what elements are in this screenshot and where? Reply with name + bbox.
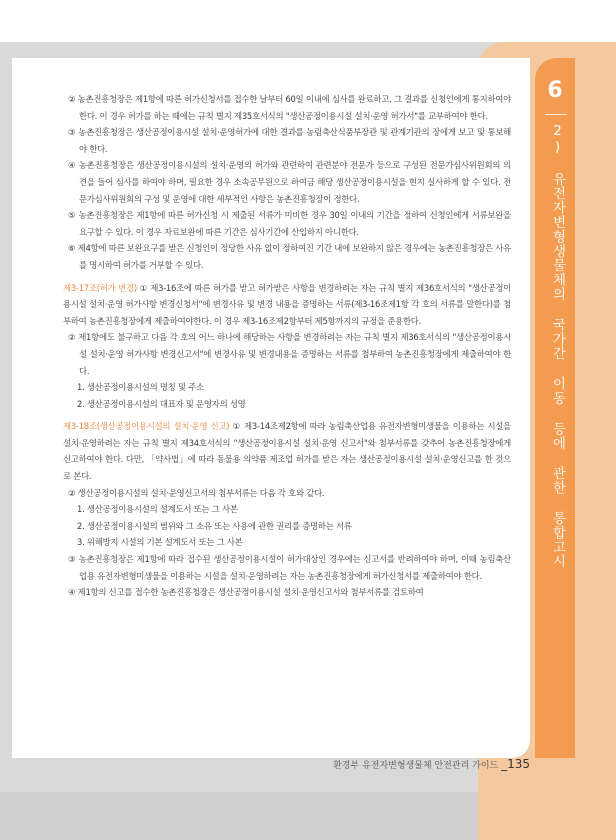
clause-item: ⑤ 농촌진흥청장은 제1항에 따른 허가신청 시 제출된 서류가 미비한 경우 30일 이내의 기간을 정하여 신청인에게 서류보완을 요구할 수 있다. 이 경우 자료보완에 따른 기간은 심사기간에 산입하지 아니한다.: [68, 210, 511, 237]
sub-item: 2. 생산공정이용시설의 대표자 및 운영자의 성명: [77, 398, 246, 409]
footer-guide-title: 유전자변형생물체 안전관리 가이드: [362, 761, 499, 771]
sub-item: 3. 위해방지 시설의 기본 설계도서 또는 그 사본: [77, 537, 243, 548]
page-number: 135: [507, 757, 530, 771]
clause-item: ⑥ 제4항에 따른 보완요구를 받은 신청인이 정당한 사유 없이 정하여진 기간 내에 보완하지 않은 경우에는 농촌진흥청장은 사유를 명시하여 허가를 거부할 수 있다.: [68, 243, 511, 270]
article-heading: 제3-18조(생산공정이용시설의 설치·운영 신고): [63, 421, 230, 432]
clause-item: ② 생산공정이용시설의 설치·운영신고서의 첨부서류는 다음 각 호와 같다.: [68, 487, 325, 498]
sub-item: 1. 생산공정이용시설의 설계도서 또는 그 사본: [77, 504, 238, 515]
sub-item: 1. 생산공정이용시설의 명칭 및 주소: [77, 382, 204, 393]
article-heading: 제3-17조(허가 변경): [63, 282, 137, 293]
sub-item: 2. 생산공정이용시설의 범위와 그 소유 또는 사용에 관한 권리를 증명하는 서류: [77, 520, 352, 531]
document-body: [63, 91, 511, 601]
article-text: ① 제3-16조에 따른 허가를 받고 허가받은 사항을 변경하려는 자는 규칙 별지 제36호서식의 "생산공정이용시설 설치·운영 허가사항 변경신청서"에 변경사유 및 변경 내용을 증명하는 서류(제3-16조제1항 각 호의 서류를 말한다)를 첨부하여 농촌진흥청장에게 제출하여야한다. 이 경우 제3-16조제2항부터 제5항까지의 규정을 준용한다.: [63, 282, 512, 326]
article-paragraph: [63, 280, 511, 330]
chapter-number: 6: [547, 78, 563, 103]
footer-publisher: 환경부: [333, 761, 360, 771]
chapter-title: 2) 유전자변형생물체의 국가간 이동 등에 관한 통합고시: [550, 124, 565, 569]
clause-item: ② 농촌진흥청장은 제1항에 따른 허가신청서를 접수한 날부터 60일 이내에 심사를 완료하고, 그 결과를 신청인에게 통지하여야 한다. 이 경우 허가를 하는 때에는 규칙 별지 제35호서식의 "생산공정이용시설 설치·운영 허가서"를 교부하여야 한다.: [68, 94, 511, 121]
clause-item: ③ 농촌진흥청장은 생산공정이용시설 설치·운영허가에 대한 결과를 농림축산식품부장관 및 관계기관의 장에게 보고 및 통보해야 한다.: [68, 127, 511, 154]
article-text: ① 제3-14조제2항에 따라 농림축산업용 유전자변형미생물을 이용하는 시설을 설치·운영하려는 자는 규칙 별지 제34호서식의 "생산공정이용시설 설치·운영 신고서"와 첨부서류를 갖추어 농촌진흥청장에게 신고하여야 한다. 다만, 「약사법」에 따라 동물용 의약품 제조업 허가를 받은 자는 생산공정이용시설 설치·운영신고를 한 것으로 본다.: [63, 421, 511, 482]
clause-item: ② 제1항에도 불구하고 다음 각 호의 어느 하나에 해당하는 사항을 변경하려는 자는 규칙 별지 제36호서식의 "생산공정이용시설 설치·운영 허가사항 변경신고서"에 변경사유 및 변경내용을 증명하는 서류를 첨부하여 농촌진흥청장에게 제출하여야 한다.: [68, 332, 511, 376]
clause-item: ③ 농촌진흥청장은 제1항에 따라 접수된 생산공정이용시설이 허가대상인 경우에는 신고서를 반려하여야 하며, 이때 농림축산업용 유전자변형미생물을 이용하는 시설을 설치·운영하려는 자는 농촌진흥청장에게 허가신청서를 제출하여야 한다.: [68, 554, 511, 581]
clause-item: ④ 제1항의 신고를 접수한 농촌진흥청장은 생산공정이용시설 설치·운영신고서와 첨부서류를 검토하여: [68, 587, 424, 598]
page-footer: 환경부 유전자변형생물체 안전관리 가이드 _135: [333, 757, 530, 771]
chapter-divider: [545, 114, 567, 115]
article-paragraph: [63, 418, 511, 484]
clause-item: ④ 농촌진흥청장은 생산공정이용시설의 설치·운영의 허가와 관련하여 관련분야 전문가 등으로 구성된 전문가심사위원회의 의견을 들어 심사를 하여야 하며, 필요한 경우 소속공무원으로 하여금 해당 생산공정이용시설을 현지 실사하게 할 수 있다. 전문가심사위원회의 구성 및 운영에 대한 세부적인 사항은 농촌진흥청장이 정한다.: [68, 160, 511, 204]
